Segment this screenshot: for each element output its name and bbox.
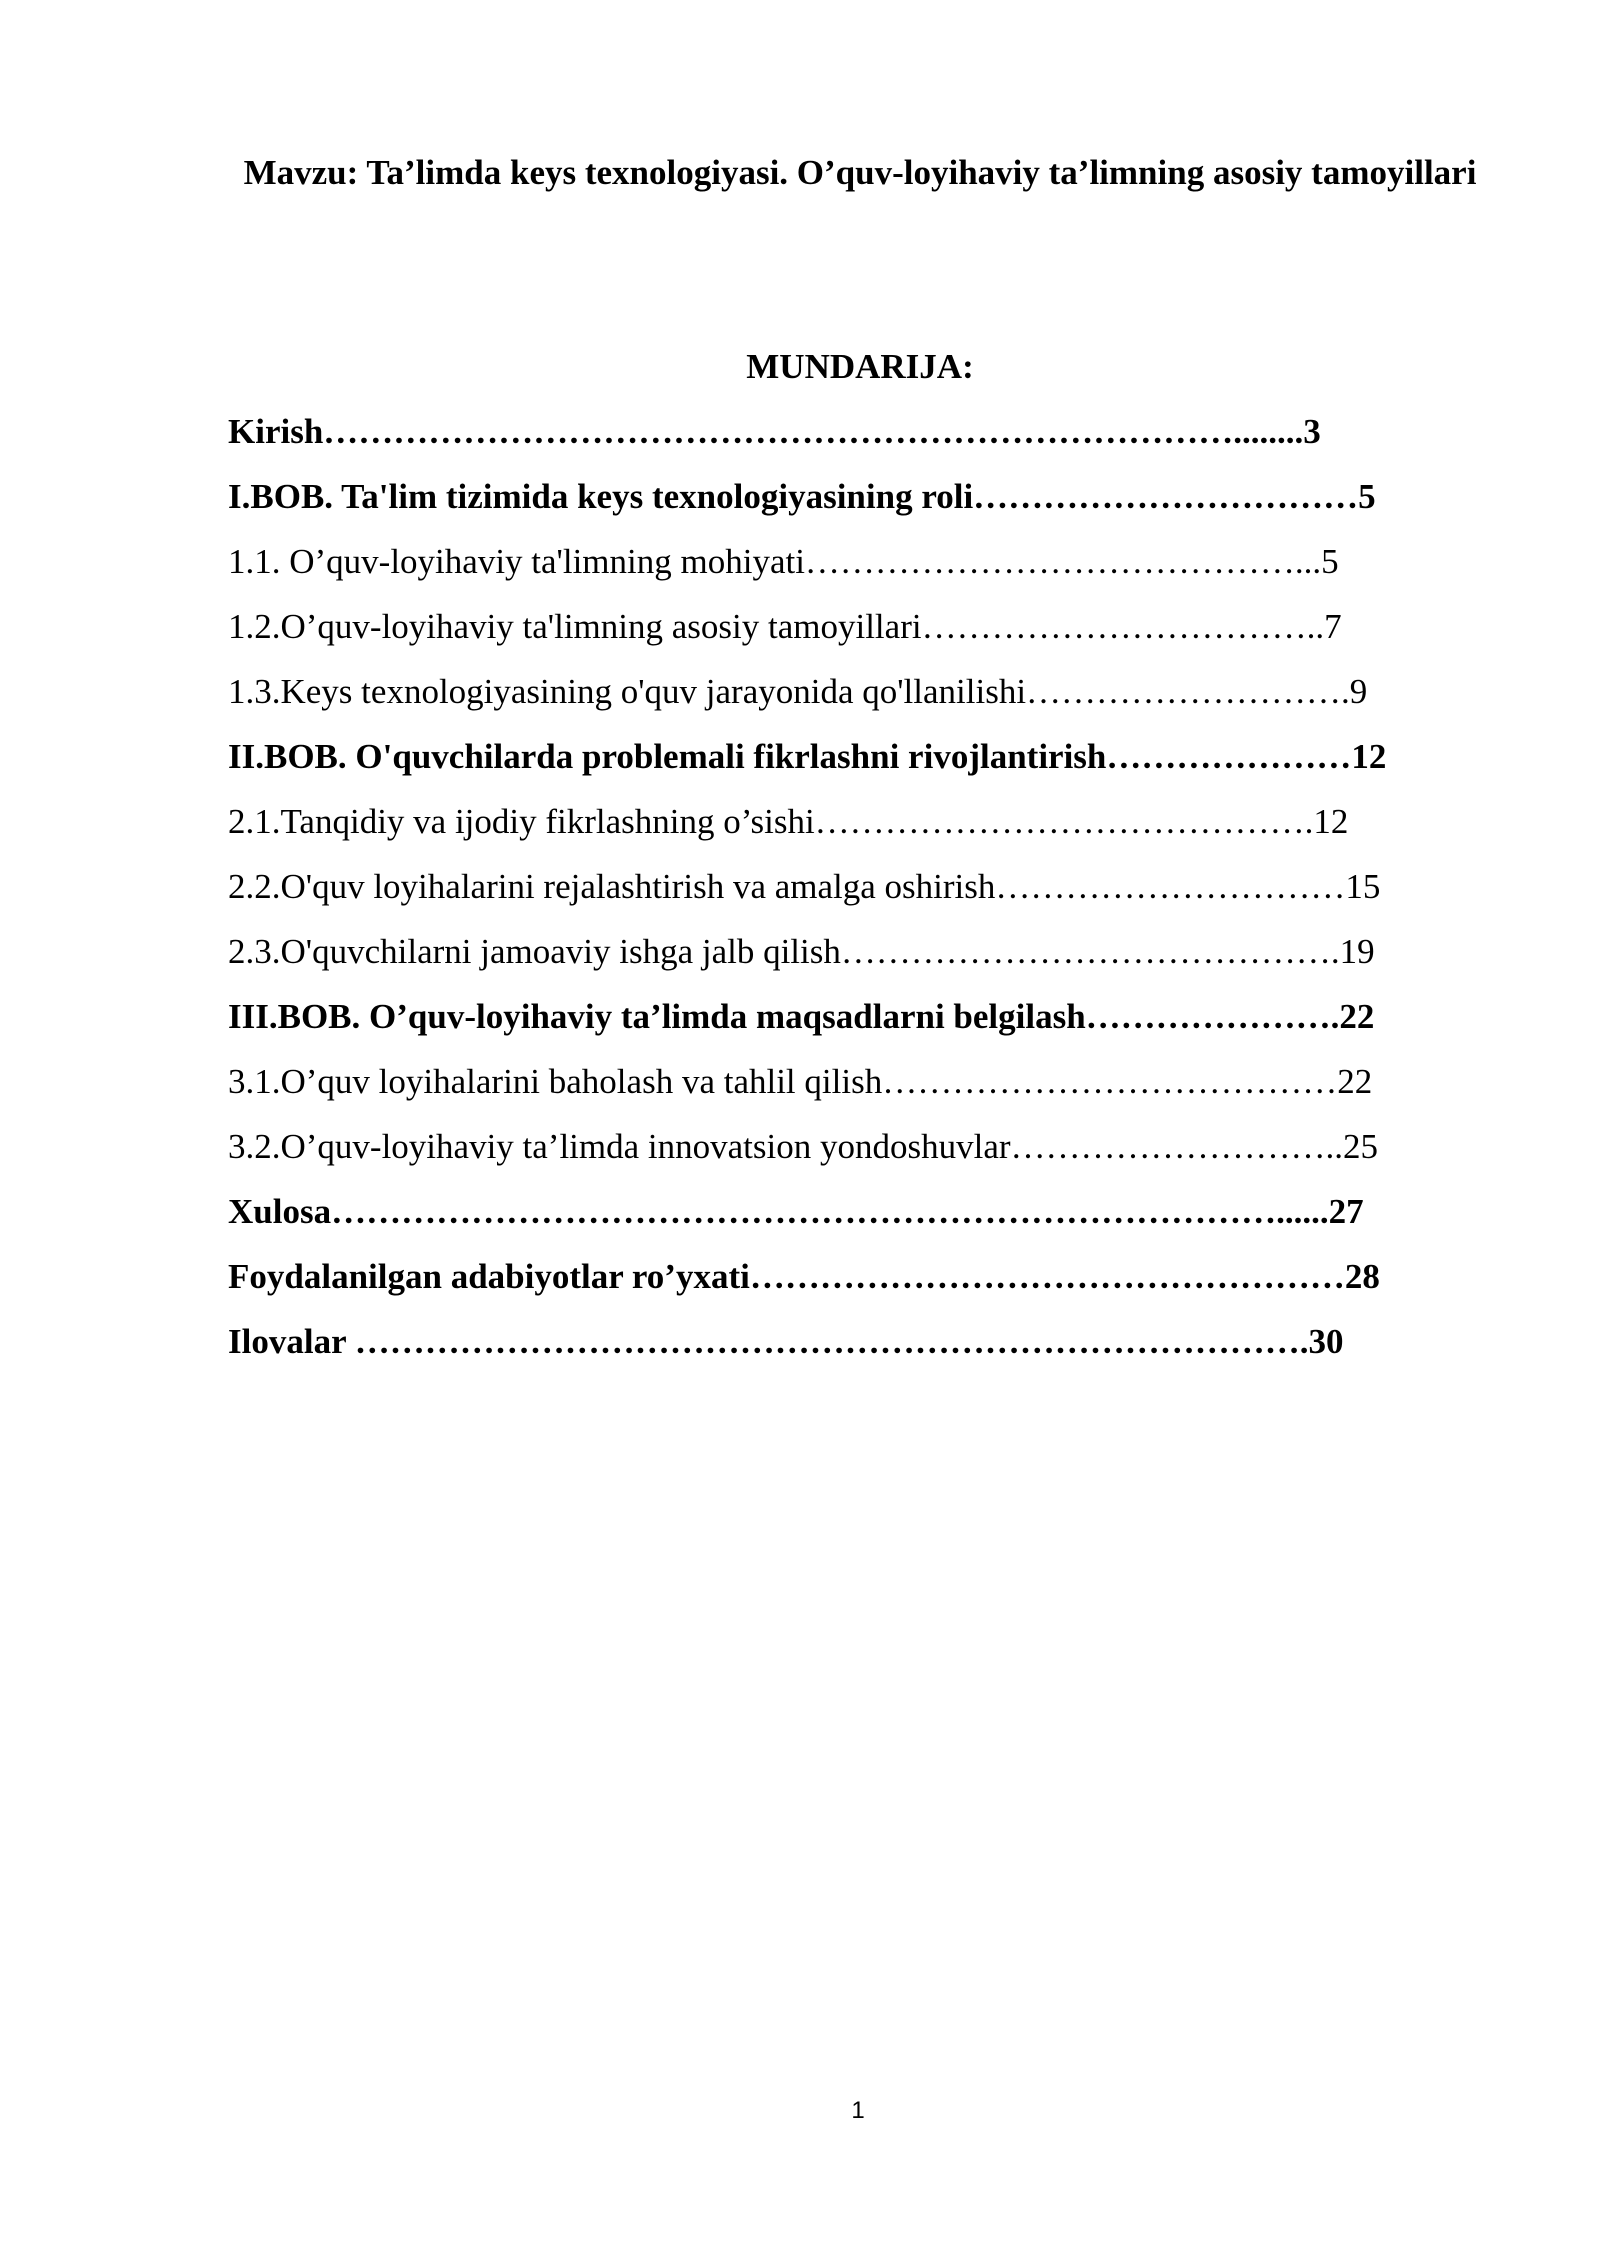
toc-entry: Ilovalar ……………………………………………………………………….30: [228, 1322, 1344, 1361]
toc-entry: I.BOB. Ta'lim tizimida keys texnologiyasining roli……………………………5: [228, 477, 1376, 516]
toc-entry: 1.2.O’quv-loyihaviy ta'limning asosiy tamoyillari……………………………..7: [228, 607, 1342, 646]
toc-heading: MUNDARIJA:: [746, 347, 974, 386]
document-title: Mavzu: Ta’limda keys texnologiyasi. O’quv-loyihaviy ta’limning asosiy tamoyillari: [243, 153, 1477, 192]
toc-entry: 2.2.O'quv loyihalarini rejalashtirish va amalga oshirish…………………………15: [228, 867, 1381, 906]
toc-entry: II.BOB. O'quvchilarda problemali fikrlashni rivojlantirish…………………12: [228, 737, 1387, 776]
table-of-contents: [228, 405, 1528, 1380]
page-number: 1: [851, 2097, 865, 2124]
toc-entry: Xulosa………………………………………………………………………......27: [228, 1192, 1364, 1231]
toc-entry: 3.2.O’quv-loyihaviy ta’limda innovatsion yondoshuvlar………………………..25: [228, 1127, 1379, 1166]
toc-entry: 2.1.Tanqidiy va ijodiy fikrlashning o’sishi…………………………………….12: [228, 802, 1349, 841]
toc-entry: 3.1.O’quv loyihalarini baholash va tahlil qilish…………………………………22: [228, 1062, 1373, 1101]
toc-entry: 1.3.Keys texnologiyasining o'quv jarayonida qo'llanilishi……………………….9: [228, 672, 1368, 711]
toc-entry: 2.3.O'quvchilarni jamoaviy ishga jalb qilish…………………………………….19: [228, 932, 1375, 971]
toc-entry: Kirish……………………………………………………………………........3: [228, 412, 1321, 451]
toc-entry: Foydalanilgan adabiyotlar ro’yxati……………………………………………28: [228, 1257, 1380, 1296]
toc-entry: III.BOB. O’quv-loyihaviy ta’limda maqsadlarni belgilash………………….22: [228, 997, 1375, 1036]
toc-entry: 1.1. O’quv-loyihaviy ta'limning mohiyati……………………………………...5: [228, 542, 1339, 581]
